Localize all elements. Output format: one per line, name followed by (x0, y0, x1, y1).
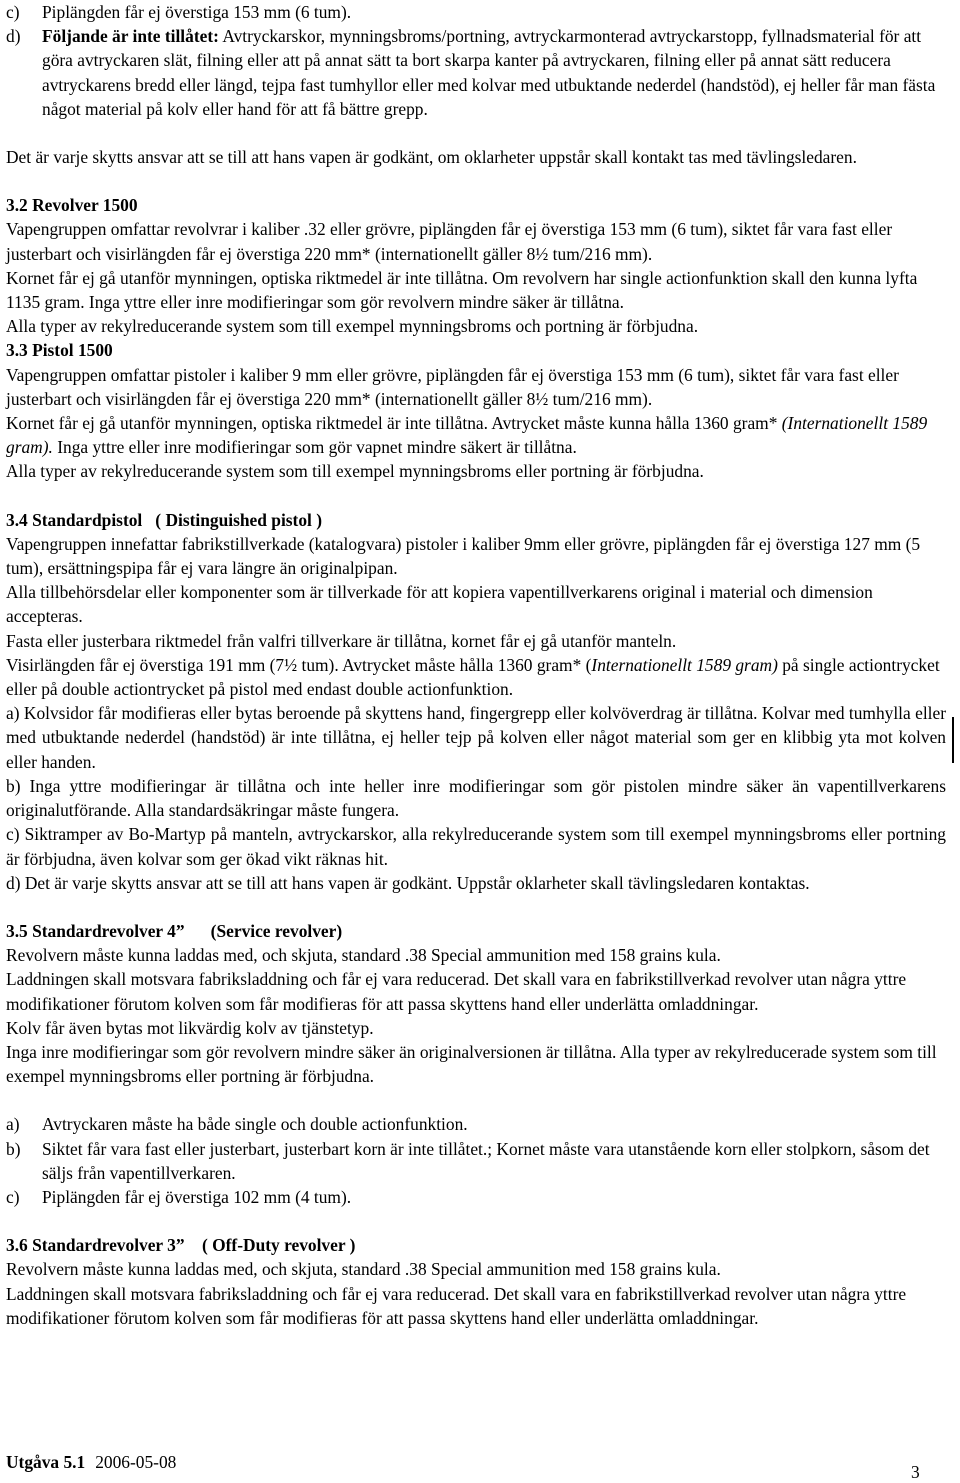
text-run: Inga yttre eller inre modifieringar som gör vapnet mindre säkert är tillåtna. (52, 437, 577, 458)
paragraph: a) Kolvsidor får modifieras eller bytas beroende på skyttens hand, fingergrepp eller kolvöverdrag är tillåtna. Kolvar med tumhylla eller med utbuktande nederdel (handstöd) är inte tillåtna, ej heller tejp på kolven eller något material som ger en klibbig yta mot kolven eller handen. (6, 703, 946, 772)
spacer (6, 169, 946, 193)
heading-text: 3.3 Pistol 1500 (6, 340, 113, 361)
paragraph: Fasta eller justerbara riktmedel från valfri tillverkare är tillåtna, kornet får ej gå utanför manteln. (6, 630, 677, 651)
paragraph: c) Siktramper av Bo-Martyp på manteln, avtryckarskor, alla rekylreducerande system som till exempel mynningsbroms eller portning är förbjudna, även kolvar som ger ökad vikt räknas hit. (6, 824, 946, 869)
list-label: d) (6, 26, 21, 47)
paragraph: Kolv får även bytas mot likvärdig kolv av tjänstetyp. (6, 1017, 374, 1038)
list-item (6, 1112, 946, 1136)
paragraph: Vapengruppen omfattar pistoler i kaliber 9 mm eller grövre, piplängden får ej överstiga 153 mm (6 tum), siktet får vara fast eller justerbart och visirlängden får ej överstiga 220 mm* (internationellt gäller 8½ tum/216 mm). (6, 364, 899, 409)
heading-text: 3.6 Standardrevolver 3” ( Off-Duty revolver ) (6, 1235, 356, 1256)
text-run: på single actiontrycket eller på double actiontrycket på pistol med endast double actionfunktion. (6, 654, 940, 700)
paragraph: Inga inre modifieringar som gör revolvern mindre säker än originalversionen är tillåtna. Alla typer av rekylreducerade system som till exempel mynningsbroms eller portning är förbjudna. (6, 1041, 937, 1087)
paragraph: d) Det är varje skytts ansvar att se till att hans vapen är godkänt. Uppstår oklarheter skall tävlingsledaren kontaktas. (6, 872, 810, 893)
spacer (6, 484, 946, 508)
document-page (6, 0, 946, 1330)
section-heading (6, 193, 946, 217)
paragraph: Revolvern måste kunna laddas med, och skjuta, standard .38 Special ammunition med 158 grains kula. (6, 1259, 721, 1280)
list-item (6, 1185, 946, 1209)
paragraph: Alla typer av rekylreducerande system som till exempel mynningsbroms och portning är förbjudna. (6, 316, 699, 337)
list-item (6, 24, 946, 121)
list-label: a) (6, 1114, 20, 1135)
heading-text: 3.5 Standardrevolver 4” (Service revolver) (6, 920, 343, 941)
heading-text: 3.2 Revolver 1500 (6, 195, 138, 216)
list-label: c) (6, 2, 20, 22)
italic-run: Internationellt 1589 gram) (591, 654, 778, 675)
section-heading (6, 508, 946, 532)
section-heading (6, 338, 946, 362)
spacer (6, 895, 946, 919)
section-heading (6, 919, 946, 943)
page-number: 3 (911, 1462, 920, 1482)
edition-label: Utgåva 5.1 (6, 1452, 86, 1472)
paragraph (6, 653, 946, 701)
heading-text: 3.4 Standardpistol ( Distinguished pistol ) (6, 509, 323, 530)
change-bar (952, 717, 954, 763)
list-item (6, 1137, 946, 1185)
footer (6, 1452, 176, 1473)
list-text: Avtryckaren måste ha både single och double actionfunktion. (42, 1114, 468, 1135)
list-text: Piplängden får ej överstiga 102 mm (4 tum). (42, 1186, 352, 1207)
paragraph (6, 411, 946, 459)
list-item (6, 0, 946, 24)
bold-lead: Följande är inte tillåtet: (42, 26, 219, 47)
paragraph: Vapengruppen omfattar revolvrar i kaliber .32 eller grövre, piplängden får ej överstiga 153 mm (6 tum), siktet får vara fast eller justerbart och visirlängden får ej överstiga 220 mm* (internationellt gäller 8½ tum/216 mm). (6, 219, 893, 264)
list-label: c) (6, 1186, 20, 1207)
paragraph: Vapengruppen innefattar fabrikstillverkade (katalogvara) pistoler i kaliber 9mm eller grövre, piplängden får ej överstiga 127 mm (5 tum), ersättningspipa får ej vara längre än originalpipan. (6, 533, 921, 579)
list-text: Siktet får vara fast eller justerbart, justerbart korn är inte tillåtet.; Kornet måste vara utanstående korn eller stolpkorn, såsom det säljs från vapentillverkaren. (42, 1138, 930, 1183)
paragraph: Laddningen skall motsvara fabriksladdning och får ej vara reducerad. Det skall vara en fabrikstillverkad revolver utan några yttre modifikationer förutom kolven som får modifieras för att passa skyttens hand eller underlätta omladdningar. (6, 969, 907, 1014)
spacer (6, 1209, 946, 1233)
text-run: Visirlängden får ej överstiga 191 mm (7½ tum). Avtrycket måste hålla 1360 gram* ( (6, 654, 592, 675)
paragraph: Det är varje skytts ansvar att se till att hans vapen är godkänt, om oklarheter uppstår skall kontakt tas med tävlingsledaren. (6, 147, 857, 168)
spacer (6, 1088, 946, 1112)
section-heading (6, 1233, 946, 1257)
paragraph: Kornet får ej gå utanför mynningen, optiska riktmedel är inte tillåtna. Om revolvern har single actionfunktion skall den kunna lyfta 1135 gram. Inga yttre eller inre modifieringar som gör revolvern mindre säker är tillåtna. (6, 267, 918, 313)
paragraph: Alla typer av rekylreducerande system som till exempel mynningsbroms eller portning är förbjudna. (6, 461, 704, 482)
paragraph: Revolvern måste kunna laddas med, och skjuta, standard .38 Special ammunition med 158 grains kula. (6, 945, 721, 966)
list-text: Piplängden får ej överstiga 153 mm (6 tum). (42, 2, 352, 22)
paragraph: Laddningen skall motsvara fabriksladdning och får ej vara reducerad. Det skall vara en fabrikstillverkad revolver utan några yttre modifikationer förutom kolven som får modifieras för att passa skyttens hand eller underlätta omladdningar. (6, 1283, 907, 1328)
paragraph: Alla tillbehörsdelar eller komponenter som är tillverkade för att kopiera vapentillverkarens original i material och dimension accepteras. (6, 582, 873, 627)
list-label: b) (6, 1138, 21, 1159)
footer-date: 2006-05-08 (95, 1452, 177, 1472)
spacer (6, 121, 946, 145)
list-text: Avtryckarskor, mynningsbroms/portning, avtryckarmonterad avtryckarstopp, fyllnadsmaterial för att göra avtryckaren slät, filning eller att på annat sätt ta bort skarpa kanter på avtryckaren, filning eller på annat sätt reducera avtryckarens bredd eller längd, tejpa fast tumhyllor eller med kolvar med utbuktande nederdel (handstöd), ej heller får man fästa något material på kolv eller hand för att få bättre grepp. (42, 26, 936, 119)
italic-run: (Internationellt 1589 gram). (6, 413, 928, 458)
paragraph: b) Inga yttre modifieringar är tillåtna och inte heller inre modifieringar som gör pistolen mindre säker än vapentillverkarens originalutförande. Alla standardsäkringar måste fungera. (6, 775, 946, 821)
text-run: Kornet får ej gå utanför mynningen, optiska riktmedel är inte tillåtna. Avtrycket måste kunna hålla 1360 gram* (6, 413, 778, 434)
